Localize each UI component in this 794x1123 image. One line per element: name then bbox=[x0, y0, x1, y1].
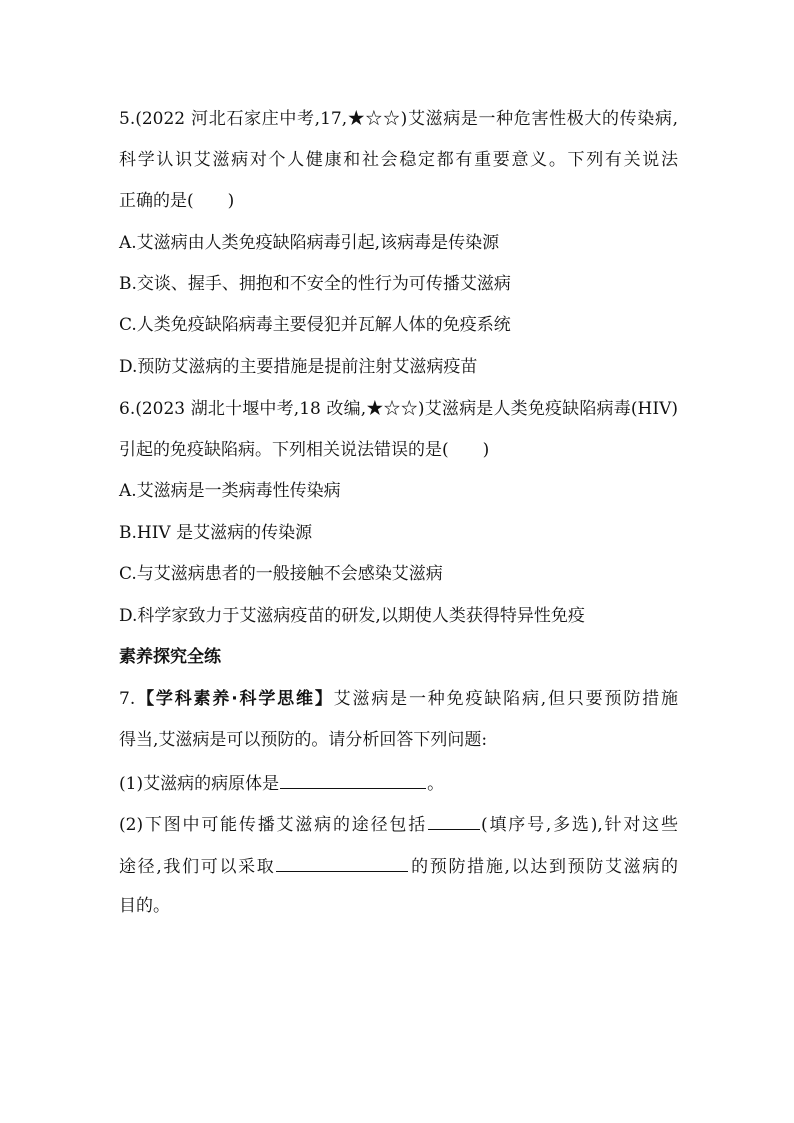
q5-option-b: B.交谈、握手、拥抱和不安全的性行为可传播艾滋病 bbox=[119, 274, 511, 294]
q6-line-1: 6.(2023 湖北十堰中考,18 改编,★☆☆)艾滋病是人类免疫缺陷病毒(HIV) bbox=[119, 399, 678, 419]
q5-line-3: 正确的是( ) bbox=[119, 191, 235, 211]
q6-option-b: B.HIV 是艾滋病的传染源 bbox=[119, 523, 313, 543]
q7-sub-1 bbox=[119, 770, 678, 796]
q6-option-a: A.艾滋病是一类病毒性传染病 bbox=[119, 481, 341, 501]
q7-sub-2-line-2 bbox=[119, 853, 678, 879]
q5-option-c: C.人类免疫缺陷病毒主要侵犯并瓦解人体的免疫系统 bbox=[119, 315, 511, 335]
q7-sub-2-mid: (填序号,多选),针对这些 bbox=[481, 815, 678, 835]
q7-tag: 【学科素养·科学思维】 bbox=[135, 689, 334, 709]
q6-option-d: D.科学家致力于艾滋病疫苗的研发,以期使人类获得特异性免疫 bbox=[119, 606, 585, 626]
q5-line-1: 5.(2022 河北石家庄中考,17,★☆☆)艾滋病是一种危害性极大的传染病, bbox=[119, 109, 678, 129]
q7-sub-2-line-3: 目的。 bbox=[119, 896, 170, 916]
section-title: 素养探究全练 bbox=[119, 647, 221, 667]
answer-blank-2[interactable] bbox=[428, 811, 480, 830]
q7-sub-2-line-1 bbox=[119, 811, 678, 837]
q7-sub-2-line-2-prefix: 途径,我们可以采取 bbox=[119, 857, 276, 877]
q7-sub-1-suffix: 。 bbox=[427, 774, 445, 794]
q5-option-d: D.预防艾滋病的主要措施是提前注射艾滋病疫苗 bbox=[119, 357, 478, 377]
q6-option-c: C.与艾滋病患者的一般接触不会感染艾滋病 bbox=[119, 564, 443, 584]
answer-blank-3[interactable] bbox=[276, 853, 408, 872]
answer-blank-1[interactable] bbox=[280, 770, 426, 789]
q7-sub-2-prefix: (2)下图中可能传播艾滋病的途径包括 bbox=[119, 815, 428, 835]
q7-line-1-text: 艾滋病是一种免疫缺陷病,但只要预防措施 bbox=[333, 689, 678, 709]
q7-line-1 bbox=[119, 687, 678, 711]
q7-line-2: 得当,艾滋病是可以预防的。请分析回答下列问题: bbox=[119, 730, 488, 750]
q5-option-a: A.艾滋病由人类免疫缺陷病毒引起,该病毒是传染源 bbox=[119, 233, 500, 253]
q5-line-2: 科学认识艾滋病对个人健康和社会稳定都有重要意义。下列有关说法 bbox=[119, 150, 678, 170]
q7-number: 7. bbox=[119, 689, 136, 709]
q7-sub-1-prefix: (1)艾滋病的病原体是 bbox=[119, 774, 280, 794]
q6-line-2: 引起的免疫缺陷病。下列相关说法错误的是( ) bbox=[119, 440, 490, 460]
q7-sub-2-line-2-suffix: 的预防措施,以达到预防艾滋病的 bbox=[409, 857, 679, 877]
